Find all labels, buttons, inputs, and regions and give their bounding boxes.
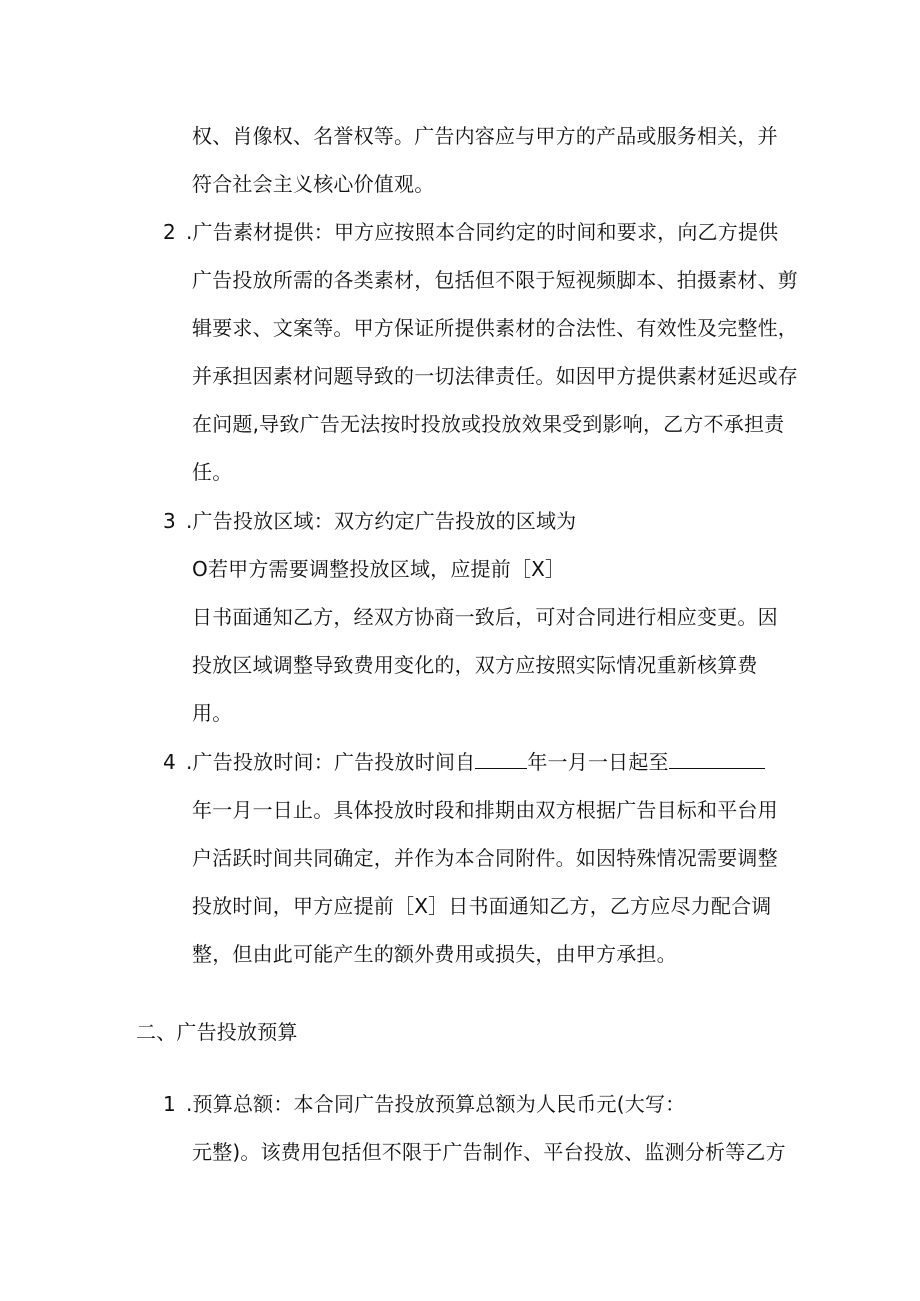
text-line: 元整)。该费用包括但不限于广告制作、平台投放、监测分析等乙方 [192, 1140, 786, 1164]
blank-field [669, 750, 765, 769]
list-number: 3 [163, 509, 176, 533]
text-line: .广告投放区域：双方约定广告投放的区域为 [186, 509, 577, 533]
text-line [186, 748, 765, 776]
text-line: 户活跃时间共同确定，并作为本合同附件。如因特殊情况需要调整 [192, 846, 778, 870]
text-line: 并承担因素材问题导致的一切法律责任。如因甲方提供素材延迟或存 [192, 364, 798, 388]
text-line: 年一月一日止。具体投放时段和排期由双方根据广告目标和平台用 [192, 798, 778, 822]
time-clause-mid: 年一月一日起至 [527, 750, 669, 774]
list-number: 1 [163, 1092, 176, 1116]
text-line: 广告投放所需的各类素材，包括但不限于短视频脚本、拍摄素材、剪 [192, 268, 798, 292]
list-number: 2 [163, 220, 176, 244]
text-line: 符合社会主义核心价值观。 [192, 172, 435, 196]
text-line: .广告素材提供：甲方应按照本合同约定的时间和要求，向乙方提供 [186, 220, 779, 244]
text-line: 辑要求、文案等。甲方保证所提供素材的合法性、有效性及完整性， [192, 316, 798, 340]
text-line: 投放区域调整导致费用变化的，双方应按照实际情况重新核算费 [192, 653, 758, 677]
text-line: 日书面通知乙方，经双方协商一致后，可对合同进行相应变更。因 [192, 605, 778, 629]
text-line: 用。 [192, 701, 233, 725]
blank-field [475, 750, 527, 769]
text-line: 权、肖像权、名誉权等。广告内容应与甲方的产品或服务相关，并 [192, 124, 778, 148]
text-line: O若甲方需要调整投放区域，应提前［X］ [192, 557, 566, 581]
text-line: 在问题,导致广告无法按时投放或投放效果受到影响，乙方不承担责 [192, 412, 785, 436]
text-line: 整，但由此可能产生的额外费用或损失，由甲方承担。 [192, 942, 677, 966]
text-line: .预算总额：本合同广告投放预算总额为人民币元(大写： [186, 1092, 686, 1116]
section-heading: 二、广告投放预算 [136, 1020, 298, 1044]
text-line: 投放时间，甲方应提前［X］日书面通知乙方，乙方应尽力配合调 [192, 894, 772, 918]
list-number: 4 [163, 750, 176, 774]
time-clause-start: .广告投放时间：广告投放时间自 [186, 750, 476, 774]
text-line: 任。 [192, 460, 233, 484]
